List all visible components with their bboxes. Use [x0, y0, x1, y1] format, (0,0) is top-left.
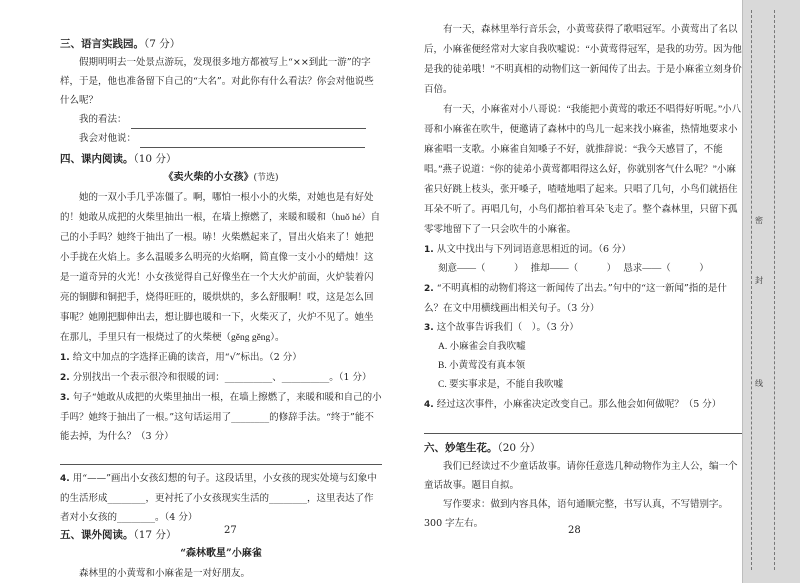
synonym-2[interactable]: 推却——（ ） [530, 264, 617, 274]
question-r2: 2. “不明真相的动物们将这一新闻传了出去。”句中的“这一新闻”指的是什么？在文中用横线画出相关句子。（3 分） [424, 283, 727, 314]
say-answer-line[interactable] [140, 135, 365, 148]
question-r1: 1. 从文中找出与下列词语意思相近的词。（6 分） [424, 244, 632, 255]
section-5-heading: 五、课外阅读。（17 分） [60, 529, 177, 541]
question-1: 1. 给文中加点的字选择正确的读音，用“√”标出。（2 分） [60, 352, 302, 363]
answer-line-q3[interactable] [60, 446, 382, 465]
option-a[interactable]: A. 小麻雀会自我吹嘘 [438, 342, 526, 352]
section-3-prompt: 假期明明去一处景点游玩，发现很多地方都被写上“××到此一游”的字样，于是，他也准备留下自己的“大名”。对此你有什么看法？你会对他说些什么呢？ [60, 57, 374, 106]
binding-strip [742, 0, 800, 583]
story-first-line: 森林里的小黄莺和小麻雀是一对好朋友。 [79, 569, 251, 579]
question-r4: 4. 经过这次事件，小麻雀决定改变自己。那么他会如何做呢？（5 分） [424, 399, 722, 410]
seal-mark-3: 线 [755, 379, 763, 388]
left-page [0, 0, 400, 583]
right-page [402, 0, 742, 583]
story-paragraph-1: 有一天，森林里举行音乐会，小黄莺获得了歌唱冠军。小黄莺出了名以后，小麻雀便经常对大家自我吹嘘说：“小黄莺得冠军，是我的功劳。因为他是我的徒弟哦！”不明真相的动物们这一新闻传了出去。于是小麻雀立刻身价百倍。 [424, 25, 742, 95]
section-4-heading: 四、课内阅读。（10 分） [60, 153, 177, 165]
option-b[interactable]: B. 小黄莺没有真本领 [438, 361, 526, 371]
story-title: “森林歌星”小麻雀 [180, 548, 262, 559]
seal-mark-2: 封 [755, 276, 763, 285]
synonym-row [424, 260, 742, 279]
section-6-prompt: 我们已经读过不少童话故事。请你任意选几种动物作为主人公，编一个童话故事。题目自拟。 [424, 461, 738, 491]
opinion-answer-line[interactable] [131, 116, 366, 129]
option-c[interactable]: C. 要实事求是，不能自我吹嘘 [438, 380, 564, 390]
passage-text: 她的一双小手几乎冻僵了。啊，哪怕一根小小的火柴，对她也是有好处的！她敢从成把的火柴里抽出一根，在墙上擦燃了，来暖和暖和（huǒ hé）自己的小手吗？她终于抽出了一根。哧！火柴燃起来了，冒出火焰来了！她把小手拢在火焰上。多么温暖多么明亮的火焰啊，简直像一支小小的蜡烛！这是一道奇异的火光！小女孩觉得自己好像坐在一个大火炉前面，火炉装着闪亮的铜脚和铜把手，烧得旺旺的，暖烘烘的，多么舒服啊！哎，这是怎么回事呢？她刚把脚伸出去，想让脚也暖和一下，火柴灭了，火炉不见了。她坐在那儿，手里只有一根烧过了的火柴梗（gěng gěng）。 [60, 193, 381, 343]
section-3-heading: 三、语言实践园。（7 分） [60, 38, 181, 50]
seal-line [751, 10, 775, 570]
story-paragraph-2: 有一天，小麻雀对小八哥说：“我能把小黄莺的歌还不唱得好听呢。”小八哥和小麻雀在吹牛，便邀请了森林中的鸟儿一起来找小麻雀，热情地要求小麻雀唱一支歌。小麻雀自知嗓子不好，就推辞说：“我今天感冒了，不能唱。”燕子说道：“你的徒弟小黄莺都唱得这么好，你就别客气什么呢？”小麻雀只好跳上枝头，张开嗓子，喳喳地唱了起来。只唱了几句，小鸟们就捂住耳朵不听了。再唱几句，小鸟们都拍着耳朵飞走了。整个森林里，只留下孤零零地留下了一只会吹牛的小麻雀。 [424, 105, 742, 235]
question-r3: 3. 这个故事告诉我们（ ）。（3 分） [424, 322, 579, 333]
synonym-1[interactable]: 刻意——（ ） [438, 264, 524, 274]
question-2: 2. 分别找出一个表示很冷和很暖的词：__________、__________。（1 分） [60, 372, 372, 383]
seal-mark-1: 密 [755, 216, 763, 225]
section-6-heading: 六、妙笔生花。（20 分） [424, 442, 541, 454]
section-6-requirements: 写作要求：做到内容具体，语句通顺完整，书写认真，不写错别字。300 字左右。 [424, 499, 729, 529]
opinion-row: 我的看法： [60, 110, 382, 129]
question-4: 4. 用“——”画出小女孩幻想的句子。这段话里，小女孩的现实处境与幻象中的生活形成________，更衬托了小女孩现实生活的________，这里表达了作者对小女孩的________。（4 分） [60, 473, 377, 523]
question-3: 3. 句子“她敢从成把的火柴里抽出一根，在墙上擦燃了，来暖和暖和自己的小手吗？她终于抽出了一根。”这句话运用了________的修辞手法。“终于”能不能去掉，为什么？（3 分） [60, 392, 382, 442]
passage-title: 《卖火柴的小女孩》(节选) [163, 172, 279, 183]
say-row: 我会对他说： [60, 129, 382, 148]
answer-line-r4[interactable] [424, 415, 742, 434]
page-number-left: 27 [224, 525, 237, 536]
page-number-right: 28 [568, 525, 581, 536]
synonym-3[interactable]: 恳求——（ ） [623, 264, 709, 274]
